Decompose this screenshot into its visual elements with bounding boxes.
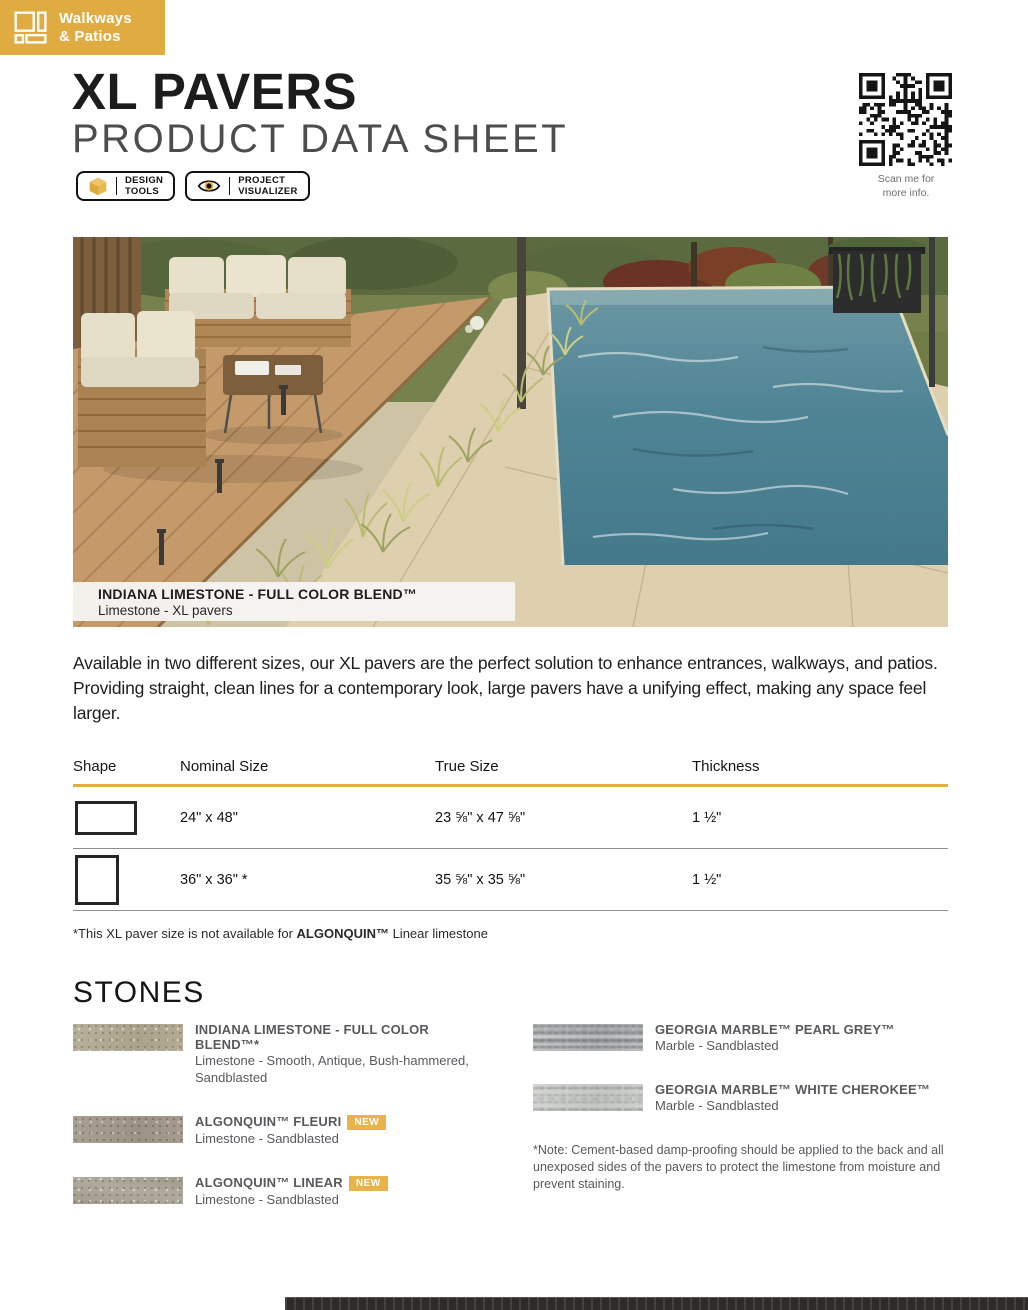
list-item xyxy=(73,1175,513,1209)
footnote-brand: ALGONQUIN™ xyxy=(296,926,389,941)
thickness-value: 1 ½" xyxy=(692,871,722,888)
hero-caption-subtitle: Limestone - XL pavers xyxy=(98,602,233,618)
category-badge xyxy=(0,0,165,55)
design-tools-label: DESIGN TOOLS xyxy=(125,174,164,197)
shape-24x48 xyxy=(75,801,137,835)
new-badge: NEW xyxy=(347,1115,386,1130)
nominal-size-value: 24" x 48" xyxy=(180,809,238,826)
nominal-size-value: 36" x 36" * xyxy=(180,871,248,888)
new-badge: NEW xyxy=(349,1176,388,1191)
stone-swatch-white-cherokee xyxy=(533,1084,643,1111)
stone-desc: Limestone - Smooth, Antique, Bush-hammered, Sandblasted xyxy=(195,1053,469,1085)
true-size-value: 35 ⅝" x 35 ⅝" xyxy=(435,871,526,888)
stone-desc: Marble - Sandblasted xyxy=(655,1097,779,1113)
table-header xyxy=(73,758,948,787)
table-footnote: *This XL paver size is not available for ALGONQUIN™ Linear limestone xyxy=(73,926,488,941)
list-item xyxy=(73,1114,513,1148)
stone-desc: Marble - Sandblasted xyxy=(655,1038,779,1053)
shape-36x36 xyxy=(75,855,119,905)
pool-scene-illustration xyxy=(73,237,948,627)
stone-desc: Limestone - Sandblasted xyxy=(195,1191,339,1207)
stone-title: GEORGIA MARBLE™ PEARL GREY™ xyxy=(655,1022,895,1037)
thickness-value: 1 ½" xyxy=(692,809,722,826)
cube-icon xyxy=(88,176,108,196)
pavers-icon xyxy=(13,10,49,46)
hero-caption-title: INDIANA LIMESTONE - FULL COLOR BLEND™ xyxy=(98,585,418,602)
bottom-texture-strip xyxy=(285,1297,1028,1310)
page-subtitle: PRODUCT DATA SHEET xyxy=(72,117,569,161)
stone-title: ALGONQUIN™ LINEAR NEW xyxy=(195,1175,487,1191)
divider xyxy=(229,177,230,195)
list-item xyxy=(73,1022,513,1087)
stone-title: INDIANA LIMESTONE - FULL COLOR BLEND™* xyxy=(195,1022,429,1052)
stone-title: GEORGIA MARBLE™ WHITE CHEROKEE™ xyxy=(655,1081,931,1097)
table-row xyxy=(73,849,948,911)
stones-column-left xyxy=(73,1022,513,1236)
col-nominal-size: Nominal Size xyxy=(180,758,269,775)
hero-image xyxy=(73,237,948,627)
damp-proofing-note: *Note: Cement-based damp-proofing should be applied to the back and all unexposed sides of the pavers to protect the limestone from moisture and prevent staining. xyxy=(533,1142,944,1191)
page-title: XL PAVERS xyxy=(72,63,358,120)
list-item xyxy=(533,1082,983,1115)
stones-column-right xyxy=(533,1022,983,1192)
stone-desc: Limestone - Sandblasted xyxy=(195,1130,339,1146)
intro-paragraph: Available in two different sizes, our XL pavers are the perfect solution to enhance entrances, walkways, and patios. Providing straight, clean lines for a contemporary look, large pavers have a unifying effect, making any space feel larger. xyxy=(73,653,938,723)
size-table xyxy=(73,758,948,911)
project-visualizer-button[interactable] xyxy=(185,171,309,201)
stone-swatch-algonquin-linear xyxy=(73,1177,183,1204)
stone-title: ALGONQUIN™ FLEURI NEW xyxy=(195,1114,487,1130)
qr-code xyxy=(859,73,952,166)
qr-caption: Scan me for more info. xyxy=(877,173,935,200)
category-label: Walkways & Patios xyxy=(59,9,132,45)
col-thickness: Thickness xyxy=(692,758,760,775)
list-item xyxy=(533,1022,983,1055)
hero-caption xyxy=(73,582,515,621)
stone-swatch-indiana xyxy=(73,1024,183,1051)
true-size-value: 23 ⅝" x 47 ⅝" xyxy=(435,809,526,826)
project-visualizer-label: PROJECT VISUALIZER xyxy=(238,174,298,197)
stone-swatch-algonquin-fleuri xyxy=(73,1116,183,1143)
col-shape: Shape xyxy=(73,758,117,775)
col-true-size: True Size xyxy=(435,758,499,775)
table-row xyxy=(73,787,948,849)
eye-icon xyxy=(197,176,221,196)
stones-heading: STONES xyxy=(73,976,205,1009)
tool-buttons xyxy=(76,171,310,201)
stone-swatch-pearl-grey xyxy=(533,1024,643,1051)
divider xyxy=(116,177,117,195)
design-tools-button[interactable] xyxy=(76,171,175,201)
